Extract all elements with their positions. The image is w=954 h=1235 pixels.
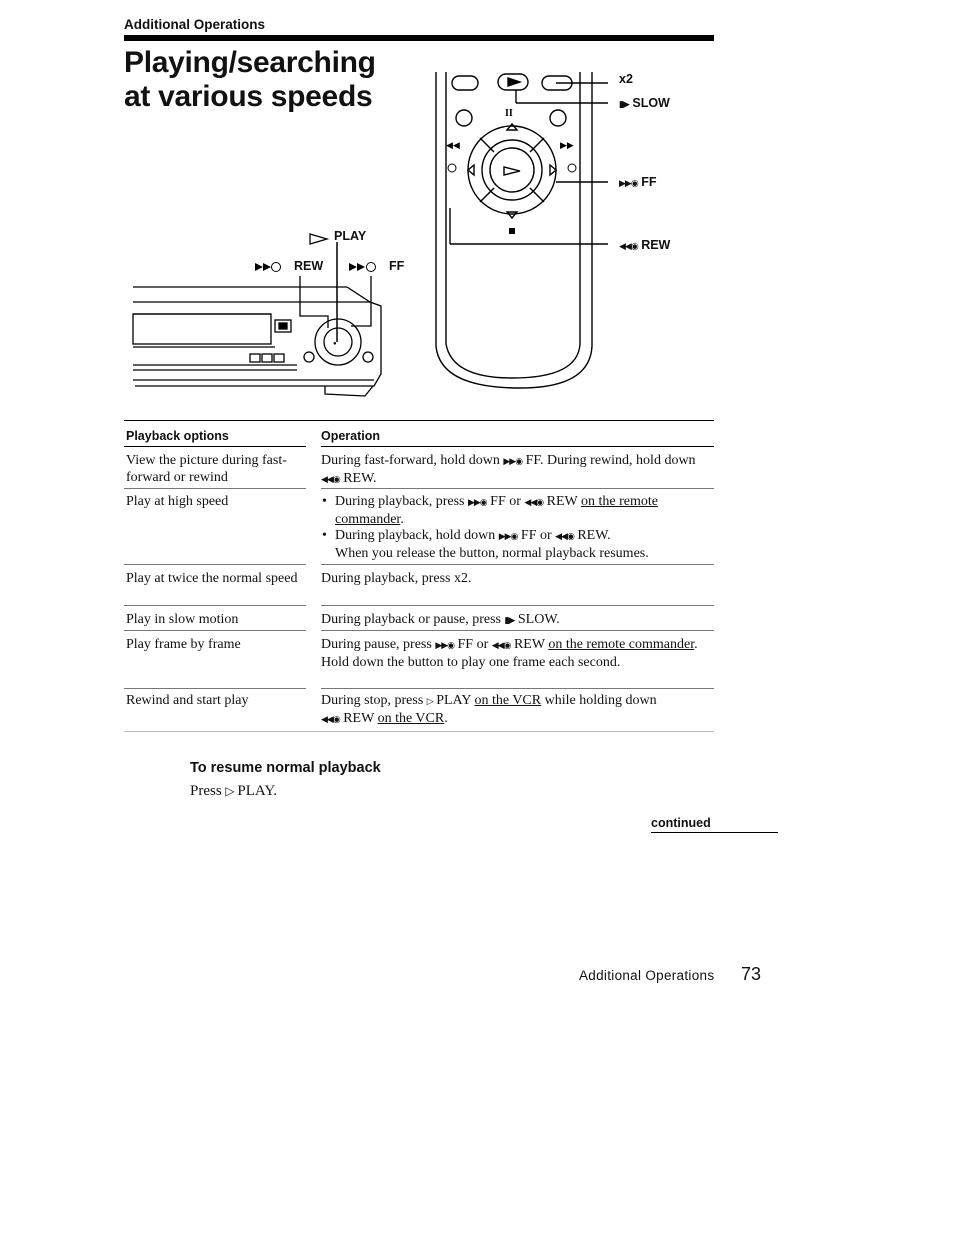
remote-commander-illustration — [432, 66, 612, 396]
svg-text:▶▶: ▶▶ — [560, 140, 574, 150]
ff-icon: ▶▶◉ — [467, 498, 487, 508]
row-operation: During fast-forward, hold down ▶▶◉ FF. During rewind, hold down ◀◀◉ REW. — [321, 453, 696, 486]
vcr-link: on the VCR — [377, 710, 445, 726]
bullet-item: • During playback, press ▶▶◉ FF or ◀◀◉ REW on the remote commander. — [321, 494, 716, 528]
row-operation — [321, 494, 716, 562]
resume-heading: To resume normal playback — [190, 760, 381, 776]
ff-icon: ▶▶◉ — [435, 641, 455, 651]
table-top-rule — [124, 420, 714, 421]
svg-text:◀◀: ◀◀ — [446, 140, 460, 150]
row-operation: During pause, press ▶▶◉ FF or ◀◀◉ REW on the remote commander. Hold down the button to play one frame each second. — [321, 637, 698, 670]
row-operation: During playback, press x2. — [321, 571, 472, 586]
rew-icon — [255, 263, 281, 272]
row-option: Play frame by frame — [126, 637, 241, 652]
vcr-link: on the VCR — [474, 693, 542, 708]
row-option: View the picture during fast-forward or rewind — [126, 453, 287, 485]
row-option: Rewind and start play — [126, 693, 249, 708]
rew-icon: ◀◀◉ — [555, 532, 574, 542]
row-option: Play in slow motion — [126, 612, 239, 627]
remote-rew-row — [619, 238, 670, 252]
play-icon: ▷ — [225, 784, 234, 798]
header-playback-options: Playback options — [126, 429, 229, 443]
continued-label: continued — [651, 816, 711, 830]
rew-icon: ◀◀◉ — [619, 242, 638, 252]
row-operation: During stop, press ▷ PLAY on the VCR while holding down ◀◀◉ REW on the VCR. — [321, 693, 657, 726]
vcr-rew-label: REW — [294, 259, 324, 273]
section-label: Additional Operations — [124, 17, 266, 32]
row-option: Play at twice the normal speed — [126, 571, 298, 586]
page-number: 73 — [741, 964, 762, 984]
title-line-1: Playing/searching — [124, 46, 376, 79]
top-rule — [124, 35, 714, 41]
slow-icon: ▮▶ — [619, 100, 629, 110]
ff-icon: ▶▶◉ — [498, 532, 518, 542]
remote-ff-label: FF — [641, 175, 657, 189]
rew-icon: ◀◀◉ — [491, 641, 511, 651]
remote-slow-label: SLOW — [632, 96, 670, 110]
remote-slow-row — [619, 96, 670, 110]
vcr-play-label: PLAY — [334, 229, 367, 243]
vcr-ff-label: FF — [389, 259, 405, 273]
play-icon — [310, 234, 327, 244]
remote-ff-row — [619, 175, 656, 189]
ff-icon: ▶▶◉ — [503, 457, 523, 467]
vcr-illustration — [125, 224, 420, 404]
resume-text: Press ▷ PLAY. — [190, 783, 278, 799]
play-icon: ▷ — [426, 697, 433, 707]
remote-x2-label: x2 — [619, 72, 633, 86]
header-operation: Operation — [321, 429, 381, 443]
remote-commander-link: on the remote commander — [335, 494, 658, 527]
ff-icon — [349, 263, 376, 272]
rew-icon: ◀◀◉ — [321, 474, 340, 485]
remote-rew-label: REW — [641, 238, 671, 252]
svg-text:●: ● — [333, 341, 337, 347]
bullet-item: • During playback, hold down ▶▶◉ FF or ◀◀◉ REW. When you release the button, normal playback resumes. — [321, 528, 716, 562]
ff-icon: ▶▶◉ — [619, 179, 638, 189]
rew-icon: ◀◀◉ — [524, 498, 544, 508]
rew-icon: ◀◀◉ — [321, 714, 340, 725]
slow-icon: ▮▶ — [504, 616, 515, 626]
remote-commander-link: on the remote commander — [548, 637, 695, 652]
row-operation: During playback or pause, press ▮▶ SLOW. — [321, 612, 560, 627]
title-line-2: at various speeds — [124, 80, 373, 113]
page-title — [124, 46, 376, 114]
continued-rule — [651, 832, 778, 833]
footer-section: Additional Operations — [579, 968, 715, 983]
svg-text:II: II — [505, 108, 513, 119]
row-option: Play at high speed — [126, 494, 229, 509]
